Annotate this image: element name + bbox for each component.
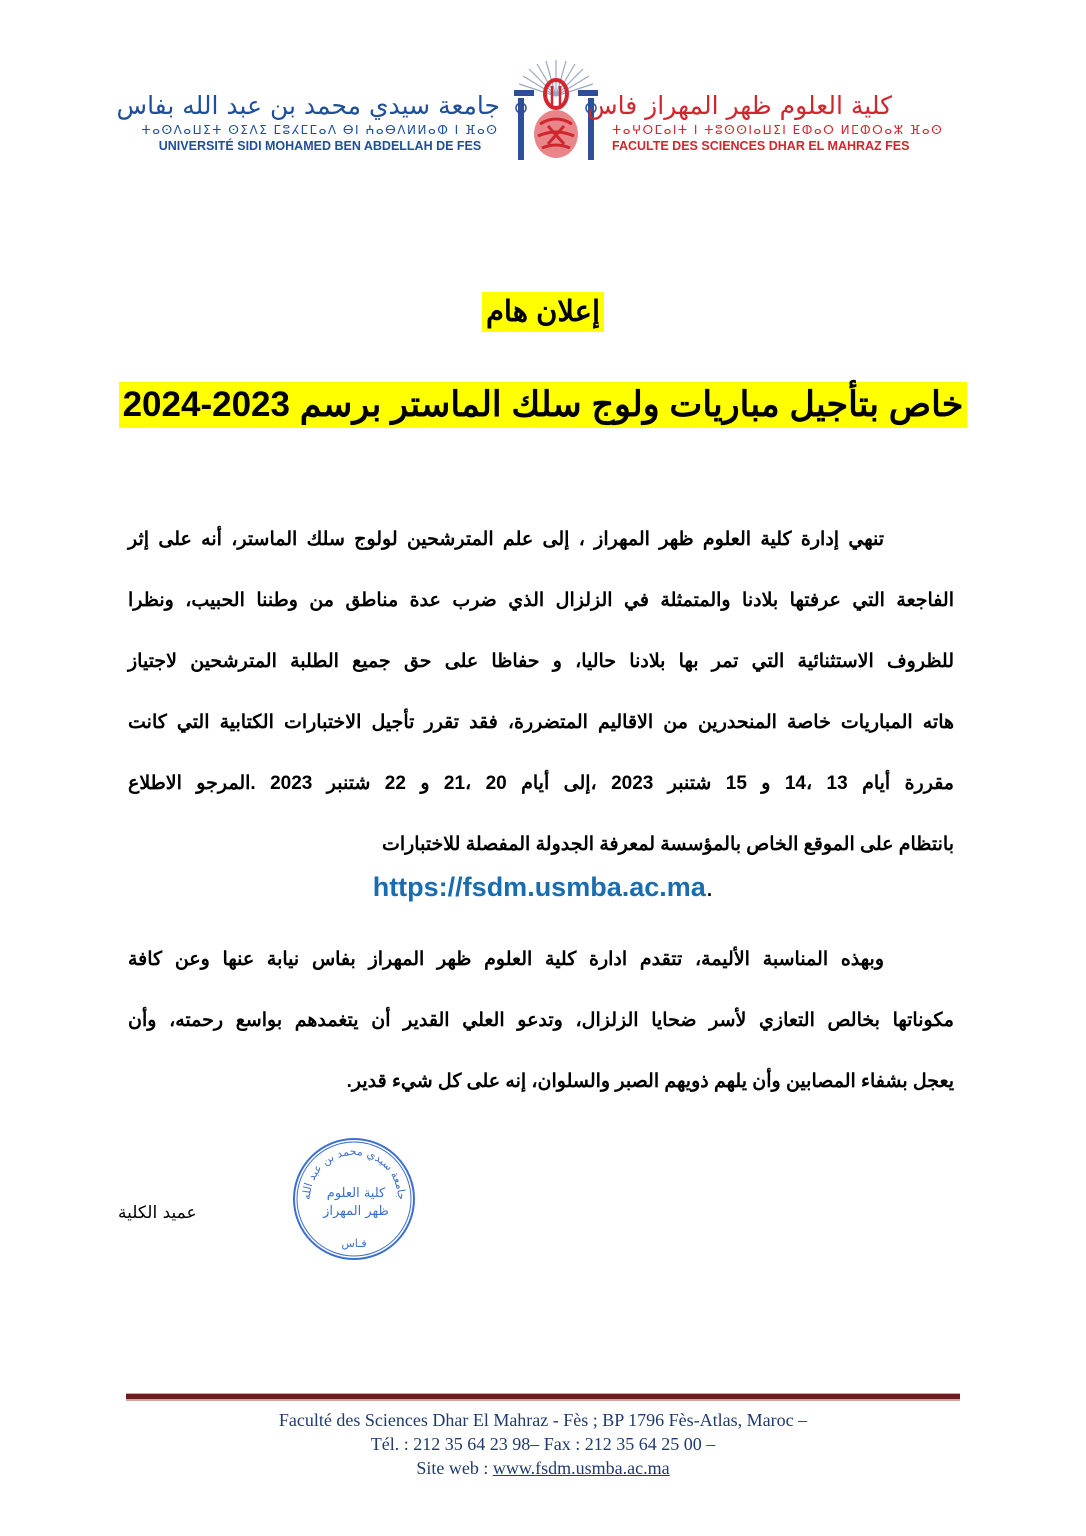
- paragraph-line: بانتظام على الموقع الخاص بالمؤسسة لمعرفة الجدولة المفصلة للاختبارات: [381, 834, 954, 855]
- university-name-tifinagh: ⵜⴰⵙⴷⴰⵡⵉⵜ ⵙⵉⴷⵉ ⵎⵓⵃⵎⵎⴰⴷ ⴱⵏ ⵄⴰⴱⴷⵍⵍⴰⵀ ⵏ ⴼⴰⵙ: [141, 123, 499, 137]
- website-trailing-dot: .: [705, 872, 714, 902]
- faculty-name-tifinagh: ⵜⴰⵖⵔⵎⴰⵏⵜ ⵏ ⵜⵓⵙⵙⵏⴰⵡⵉⵏ ⴹⵀⴰⵔ ⵍⵎⵀⵔⴰⵣ ⴼⴰⵙ: [612, 123, 944, 137]
- footer-contact: [0, 1408, 1086, 1480]
- announcement-title: إعلان هام: [482, 292, 604, 332]
- paragraph-line: وبهذه المناسبة الأليمة، تتقدم ادارة كلية العلوم ظهر المهراز بفاس نيابة عنها وعن كافة: [128, 949, 884, 970]
- notice-paragraph: [128, 520, 954, 886]
- subject-title: خاص بتأجيل مباريات ولوج سلك الماستر برسم 2023-2024: [119, 382, 968, 428]
- footer-website-link[interactable]: www.fsdm.usmba.ac.ma: [492, 1458, 670, 1478]
- faculty-name-arabic: كلية العلوم ظهر المهراز فاس: [587, 91, 892, 120]
- stamp-outer-text: جامعة سيدي محمد بن عبد الله: [299, 1144, 409, 1201]
- paragraph-line: هاته المباريات خاصة المنحدرين من الاقاليم المتضررة، فقد تقرر تأجيل الاختبارات الكتابية التي كانت: [128, 712, 954, 733]
- subject-title-wrapper: [0, 382, 1086, 428]
- footer-site-label: Site web :: [416, 1458, 493, 1478]
- paragraph-line: تنهي إدارة كلية العلوم ظهر المهراز ، إلى علم المترشحين لولوج سلك الماستر، أنه على إثر: [128, 529, 884, 550]
- condolence-paragraph: [128, 940, 954, 1123]
- paragraph-line: مقررة أيام 13 ،14 و 15 شتنبر 2023 ،إلى أيام 20 ،21 و 22 شتنبر 2023 .المرجو الاطلاع: [128, 773, 954, 794]
- letterhead: [0, 0, 1086, 180]
- faculty-branding: [587, 91, 944, 154]
- dean-signature-title: عميد الكلية: [118, 1203, 197, 1223]
- stamp-center-line1: كلية العلوم: [326, 1186, 386, 1201]
- stamp-bottom-text: فـاس: [341, 1237, 367, 1250]
- official-stamp-icon: [290, 1135, 418, 1263]
- paragraph-line: يعجل بشفاء المصابين وأن يلهم ذويهم الصبر والسلوان، إنه على كل شيء قدير.: [346, 1071, 954, 1092]
- footer-divider: [126, 1393, 960, 1401]
- paragraph-line: للظروف الاستثنائية التي تمر بها بلادنا حاليا، و حفاظا على حق جميع الطلبة المترشحين لاجتياز: [128, 651, 954, 672]
- announcement-title-wrapper: [0, 292, 1086, 332]
- paragraph-line: الفاجعة التي عرفتها بلادنا والمتمثلة في الزلزال الذي ضرب عدة مناطق من وطننا الحبيب، ونظرا: [128, 590, 954, 611]
- footer-address: Faculté des Sciences Dhar El Mahraz - Fès ; BP 1796 Fès-Atlas, Maroc –: [278, 1410, 808, 1430]
- university-name-arabic: جامعة سيدي محمد بن عبد الله بفاس: [116, 91, 500, 120]
- footer-phone-fax: Tél. : 212 35 64 23 98– Fax : 212 35 64 25 00 –: [370, 1434, 716, 1454]
- website-link[interactable]: https://fsdm.usmba.ac.ma: [372, 872, 706, 902]
- university-name-french: UNIVERSITÉ SIDI MOHAMED BEN ABDELLAH DE FES: [158, 139, 482, 153]
- footer-website-row: [0, 1456, 1086, 1480]
- faculty-name-french: FACULTE DES SCIENCES DHAR EL MAHRAZ FES: [612, 139, 910, 153]
- website-line: [0, 872, 1086, 903]
- university-branding: [116, 91, 500, 154]
- stamp-center-line2: ظهر المهراز: [323, 1204, 389, 1219]
- paragraph-line: مكوناتها بخالص التعازي لأسر ضحايا الزلزال، وتدعو العلي القدير أن يتغمدهم بواسع رحمته، وأن: [128, 1010, 954, 1031]
